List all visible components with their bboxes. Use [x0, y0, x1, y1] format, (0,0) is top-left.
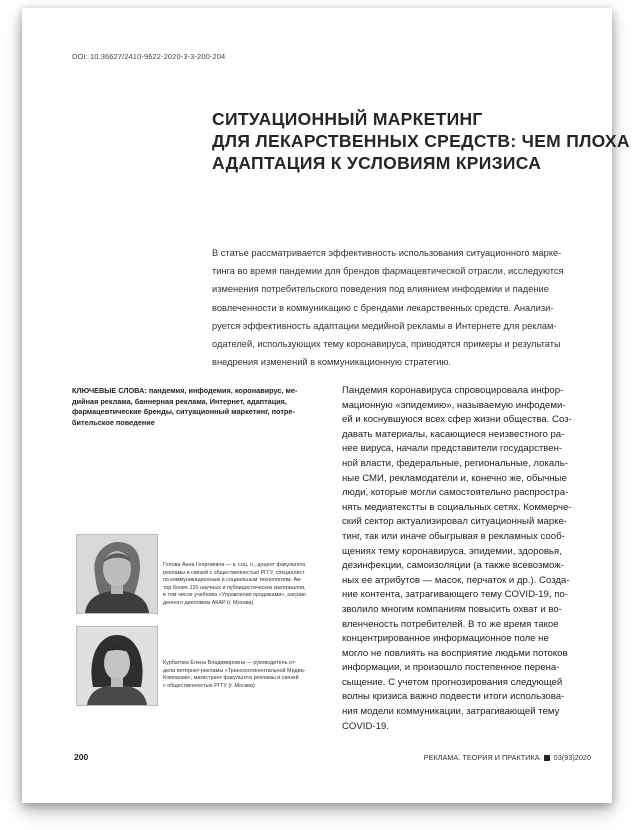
bio-line: в том числе учебника «Управление продажами», награж-: [163, 592, 307, 599]
body-line: щениях тему коронавируса, эпидемии, здоровья,: [342, 545, 562, 557]
title-line: СИТУАЦИОННЫЙ МАРКЕТИНГ: [212, 109, 483, 129]
title-line: АДАПТАЦИЯ К УСЛОВИЯМ КРИЗИСА: [212, 153, 542, 173]
body-line: мационную «эпидемию», называемую инфодеми-: [342, 399, 566, 411]
abstract: [212, 244, 592, 371]
abstract-line: вовлеченности в коммуникацию с брендами лекарственных средств. Анализи-: [212, 302, 554, 313]
abstract-line: внедрения изменений в коммуникационную стратегию.: [212, 357, 452, 368]
body-line: вленченость потребителей. В то же время такое: [342, 618, 559, 630]
body-line: давать материалы, касающиеся неизвестного ра-: [342, 428, 565, 440]
body-line: ных ее атрибутов — масок, перчаток и др.). Созда-: [342, 574, 570, 586]
bio-line: Голова Анна Георгиевна — к. соц. н., доцент факультета: [163, 562, 306, 568]
author-bio: [163, 562, 333, 608]
bio-line: по коммуникационным и социальным технологиям. Ав-: [163, 577, 302, 584]
author-photo: [76, 626, 158, 706]
body-line: ной власти, федеральные, региональные, локаль-: [342, 457, 568, 469]
body-line: нять медиатекстты в социальных сетях. Коммерче-: [342, 501, 572, 513]
body-text: [342, 384, 594, 734]
page-number: 200: [74, 752, 89, 762]
body-line: ние контента, затрагивающего тему COVID-19, по-: [342, 589, 568, 601]
body-line: концентрированное информационное поле не: [342, 633, 549, 645]
bio-line: тор более 120 научных и публицистических материалов,: [163, 584, 306, 591]
journal-name: РЕКЛАМА. ТЕОРИЯ И ПРАКТИКА: [423, 753, 540, 762]
keywords: [72, 386, 320, 428]
body-line: COVID-19.: [342, 720, 389, 732]
body-line: ей и коснувшуюся всех сфер жизни общества. Соз-: [342, 414, 572, 426]
body-line: тинг, так или иначе обыгрывая в рекламных сооб-: [342, 530, 565, 542]
body-line: сыщение. С учетом прогнозирования следующей: [342, 676, 563, 688]
journal-footer: [424, 753, 591, 762]
keywords-line: дийная реклама, баннерная реклама, Интернет, адаптация,: [72, 396, 287, 406]
bio-line: Курбатова Елена Владимировна — руководитель от-: [163, 660, 297, 666]
abstract-line: изменения потребительского поведения под влиянием инфодемии и падение: [212, 284, 549, 295]
abstract-line: тинга во время пандемии для брендов фармацевтической отрасли, исследуются: [212, 266, 564, 277]
body-line: ные СМИ, рекламодатели и, конечно же, обычные: [342, 472, 567, 484]
author-photo: [76, 534, 158, 614]
issue-number: 03(93)2020: [553, 753, 591, 762]
article-title: [212, 108, 630, 174]
body-line: информации, и произошло постепенное перена-: [342, 662, 560, 674]
abstract-line: руется эффективность адаптации медийной рекламы в Интернете для реклам-: [212, 320, 557, 331]
keywords-line: КЛЮЧЕВЫЕ СЛОВА: пандемия, инфодемия, коронавирус, ме-: [72, 386, 298, 395]
bio-line: с общественностью РГГУ (г. Москва): [163, 682, 255, 689]
square-separator-icon: [544, 755, 550, 761]
author-portrait-icon: [77, 535, 157, 613]
body-line: нее вируса, начали представители государствен-: [342, 443, 563, 455]
body-line: зволило многим компаниям повысить охват и во-: [342, 603, 562, 615]
abstract-line: В статье рассматривается эффективность использования ситуационного марке-: [212, 248, 562, 258]
keywords-line: фармацевтические бренды, ситуационный маркетинг, потре-: [72, 407, 295, 417]
title-line: ДЛЯ ЛЕКАРСТВЕННЫХ СРЕДСТВ: ЧЕМ ПЛОХА: [212, 131, 630, 151]
keywords-line: бительское поведение: [72, 417, 155, 427]
bio-line: Компании», магистрант факультета рекламы и связей: [163, 675, 299, 682]
author-bio: [163, 660, 333, 690]
bio-line: дела интернет-рекламы «Трансконтинентальной Медиа-: [163, 667, 306, 674]
body-line: ния модели коммуникации, затрагивающей тему: [342, 706, 560, 718]
body-line: Пандемия коронавируса спровоцировала инфор-: [342, 385, 564, 396]
abstract-line: одателей, использующих тему коронавируса, приводятся примеры и результаты: [212, 339, 561, 350]
doi-label: DOI: 10.36627/2410-9622-2020-3-3-200-204: [72, 52, 226, 61]
body-line: ский сектор актуализировал ситуационный марке-: [342, 516, 568, 528]
body-line: люди, которые могли самостоятельно распростра-: [342, 487, 569, 499]
bio-line: рекламы и связей с общественностью РГГУ, специалист: [163, 569, 305, 576]
journal-page: [22, 8, 630, 803]
body-line: дезинфекции, самоизоляции (а также всевозмож-: [342, 560, 564, 572]
author-portrait-icon: [77, 627, 157, 705]
bio-line: денного дипломом АКАР (г. Москва): [163, 599, 254, 606]
body-line: волны кризиса важно подвести итоги использова-: [342, 691, 565, 703]
body-line: могло не повлиять на восприятие людьми потоков: [342, 647, 568, 659]
